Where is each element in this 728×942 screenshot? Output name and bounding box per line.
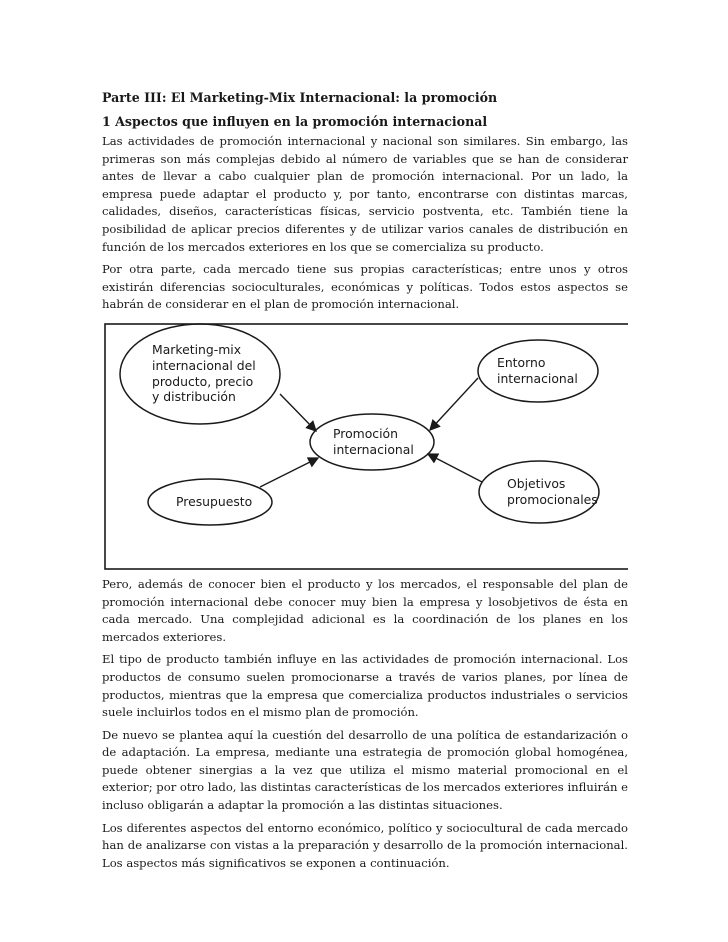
paragraph-standardization: De nuevo se plantea aquí la cuestión del desarrollo de una política de estandarización o de adaptación. La empresa, mediante una estrategia de promoción global homogénea, puede obtener sinergias a la vez que utiliza el mismo material promocional en el exterior; por otro lado, las distintas características de los mercados exteriores influirán e incluso obligarán a adaptar la promoción a las distintas situaciones. (102, 727, 628, 813)
paragraph-product-knowledge: Pero, además de conocer bien el producto y los mercados, el responsable del plan de promoción internacional debe conocer muy bien la empresa y losobjetivos de ésta en cada mercado. Una complejidad adicional es la coordinación de los planes en los mercados exteriores. (102, 576, 628, 644)
objetivos-label: Objetivos promocionales (507, 475, 598, 507)
document-page (102, 88, 628, 877)
promotion-factors-diagram (102, 322, 628, 572)
paragraph-environment: Los diferentes aspectos del entorno económico, político y sociocultural de cada mercado han de analizarse con vistas a la preparación y desarrollo de la promoción internacional. Los aspectos más significativos se exponen a continuación. (102, 820, 628, 870)
paragraph-product-type: El tipo de producto también influye en las actividades de promoción internacional. Los productos de consumo suelen promocionarse a través de varios planes, por línea de productos, mientras que la empresa que comercializa productos industriales o servicios suele incluirlos todos en el mismo plan de promoción. (102, 652, 628, 720)
paragraph-market-differences: Por otra parte, cada mercado tiene sus propias características; entre unos y otros existirán diferencias socioculturales, económicas y políticas. Todos estos aspectos se habrán de considerar en el plan de promoción internacional. (102, 262, 628, 312)
entorno-label: Entorno internacional (497, 354, 578, 386)
presupuesto-label: Presupuesto (176, 493, 253, 509)
part-title: Parte III: El Marketing-Mix Internacional: la promoción (102, 90, 498, 105)
paragraph-intro: Las actividades de promoción internacional y nacional son similares. Sin embargo, las primeras son más complejas debido al número de variables que se han de considerar antes de llevar a cabo cualquier plan de promoción internacional. Por un lado, la empresa puede adaptar el producto y, por tanto, encontrarse con distintas marcas, calidades, diseños, características físicas, servicio postventa, etc. También tiene la posibilidad de aplicar precios diferentes y de utilizar varios canales de distribución en función de los mercados exteriores en los que se comercializa su producto. (102, 134, 628, 254)
promocion-label: Promoción internacional (333, 425, 414, 457)
marketing-mix-label: Marketing-mix internacional del producto, precio y distribución (152, 341, 256, 405)
section-title: 1 Aspectos que influyen en la promoción internacional (102, 114, 488, 129)
